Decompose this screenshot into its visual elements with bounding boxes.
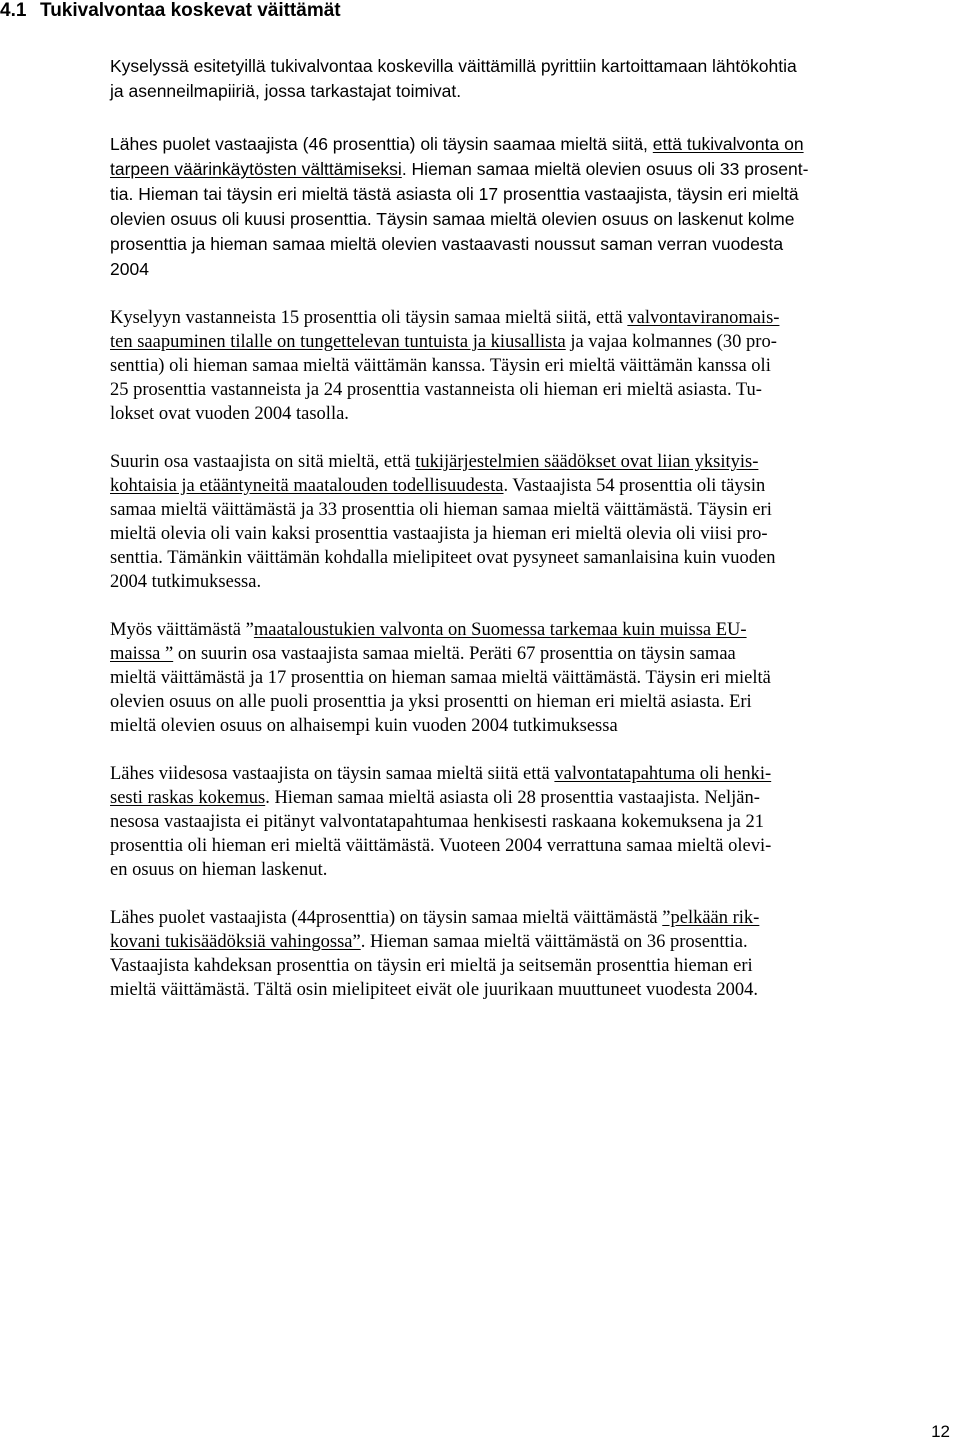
text-line [110,498,955,522]
text-segment: . Hieman samaa mieltä olevien osuus oli 33 prosent- [401,159,809,179]
text-line [110,330,955,354]
text-line [110,378,955,402]
underlined-statement: tarpeen väärinkäytösten välttämiseksi [110,159,402,179]
text-segment: Kyselyssä esitetyillä tukivalvontaa koskevilla väittämillä pyrittiin kartoittamaan lähtökohtia [110,56,797,76]
text-line [110,522,955,546]
underlined-statement: tukijärjestelmien säädökset ovat liian yksityis- [415,452,759,472]
text-line [110,714,955,738]
text-segment: Lähes puolet vastaajista (46 prosenttia) oli täysin saamaa mieltä siitä, [110,134,653,154]
text-segment: 2004 tutkimuksessa. [110,572,262,592]
text-segment: on suurin osa vastaajista samaa mieltä. Peräti 67 prosenttia on täysin samaa [173,644,736,664]
text-line [110,450,955,474]
text-segment: senttia) oli hieman samaa mieltä väittämän kanssa. Täysin eri mieltä väittämän kanssa oli [110,356,771,376]
text-segment: . Vastaajista 54 prosenttia oli täysin [503,476,766,496]
text-segment: Kyselyyn vastanneista 15 prosenttia oli täysin samaa mieltä siitä, että [110,308,628,328]
text-segment: senttia. Tämänkin väittämän kohdalla mielipiteet ovat pysyneet samanlaisina kuin vuoden [110,548,776,568]
underlined-statement: maissa ” [110,644,174,664]
text-line [110,762,955,786]
text-segment: en osuus on hieman laskenut. [110,860,328,880]
text-line [110,157,955,182]
text-line [110,666,955,690]
text-segment: mieltä olevia oli vain kaksi prosenttia vastaajista ja hieman eri mieltä olevia oli viisi pro- [110,524,768,544]
text-segment: olevien osuus oli kuusi prosenttia. Täysin samaa mieltä olevien osuus on laskenut kolme [110,209,795,229]
section-title: Tukivalvontaa koskevat väittämät [40,0,341,21]
text-segment: ja vajaa kolmannes (30 pro- [565,332,777,352]
section-heading [0,0,940,22]
text-line [110,257,955,282]
text-segment: . Hieman samaa mieltä asiasta oli 28 prosenttia vastaajista. Neljän- [265,788,760,808]
text-line [110,906,955,930]
text-line [110,786,955,810]
text-segment: ja asenneilmapiiriä, jossa tarkastajat toimivat. [110,81,462,101]
text-line [110,54,955,79]
text-line [110,232,955,257]
text-segment: . Hieman samaa mieltä väittämästä on 36 prosenttia. [360,932,748,952]
text-segment: tia. Hieman tai täysin eri mieltä tästä asiasta oli 17 prosenttia vastaajista, täysin eri mieltä [110,184,799,204]
text-line [110,182,955,207]
underlined-statement: valvontatapahtuma oli henki- [554,764,772,784]
text-line [110,306,955,330]
paragraph-valvontatapahtuma [110,762,955,882]
text-segment: Lähes puolet vastaajista (44prosenttia) on täysin samaa mieltä väittämästä [110,908,663,928]
underlined-statement: kohtaisia ja etääntyneitä maatalouden todellisuudesta [110,476,504,496]
text-segment: prosenttia ja hieman samaa mieltä olevien vastaavasti noussut saman verran vuodesta [110,234,784,254]
text-line [110,810,955,834]
text-line [110,207,955,232]
paragraph-tukivalvonta-tarpeen [110,132,955,282]
underlined-statement: maataloustukien valvonta on Suomessa tarkemaa kuin muissa EU- [253,620,747,640]
text-segment: olevien osuus on alle puoli prosenttia ja yksi prosentti on hieman eri mieltä asiasta. Eri [110,692,752,712]
underlined-statement: valvontaviranomais- [627,308,780,328]
text-segment: mieltä olevien osuus on alhaisempi kuin vuoden 2004 tutkimuksessa [110,716,618,736]
text-segment: 2004 [110,259,149,279]
text-line [110,79,955,104]
paragraph-tukisaadokset [110,906,955,1002]
text-segment: 25 prosenttia vastanneista ja 24 prosenttia vastanneista oli hieman eri mieltä asiasta. Tu- [110,380,762,400]
text-segment: samaa mieltä väittämästä ja 33 prosenttia oli hieman samaa mieltä väittämästä. Täysin eri [110,500,772,520]
underlined-statement: ”pelkään rik- [662,908,760,928]
text-segment: Vastaajista kahdeksan prosenttia on täysin eri mieltä ja seitsemän prosenttia hieman eri [110,956,753,976]
text-segment: prosenttia oli hieman eri mieltä väittämästä. Vuoteen 2004 verrattuna samaa mieltä olevi- [110,836,772,856]
text-line [110,690,955,714]
text-line [110,354,955,378]
text-line [110,834,955,858]
text-line [110,546,955,570]
text-line [110,930,955,954]
paragraph-intro [110,54,955,104]
text-line [110,618,955,642]
text-segment: Suurin osa vastaajista on sitä mieltä, että [110,452,416,472]
paragraph-valvontaviranomaiset [110,306,955,426]
text-segment: Myös väittämästä ” [110,620,254,640]
text-line [110,132,955,157]
section-number: 4.1 [0,0,27,21]
text-line [110,978,955,1002]
body-text [110,54,955,1002]
underlined-statement: kovani tukisäädöksiä vahingossa” [110,932,361,952]
text-segment: mieltä väittämästä ja 17 prosenttia on hieman samaa mieltä väittämästä. Täysin eri mieltä [110,668,771,688]
text-line [110,402,955,426]
text-line [110,570,955,594]
text-line [110,954,955,978]
text-segment: Lähes viidesosa vastaajista on täysin samaa mieltä siitä että [110,764,555,784]
paragraph-tukijarjestelmat [110,450,955,594]
underlined-statement: ten saapuminen tilalle on tungettelevan tuntuista ja kiusallista [110,332,566,352]
text-line [110,858,955,882]
underlined-statement: että tukivalvonta on [652,134,804,154]
text-line [110,474,955,498]
text-segment: mieltä väittämästä. Tältä osin mielipiteet eivät ole juurikaan muuttuneet vuodesta 2004. [110,980,759,1000]
paragraph-maataloustukien-valvonta [110,618,955,738]
underlined-statement: sesti raskas kokemus [110,788,266,808]
text-segment: nesosa vastaajista ei pitänyt valvontatapahtumaa henkisesti raskaana kokemuksena ja 21 [110,812,764,832]
text-line [110,642,955,666]
page-number: 12 [931,1422,950,1441]
text-segment: lokset ovat vuoden 2004 tasolla. [110,404,349,424]
